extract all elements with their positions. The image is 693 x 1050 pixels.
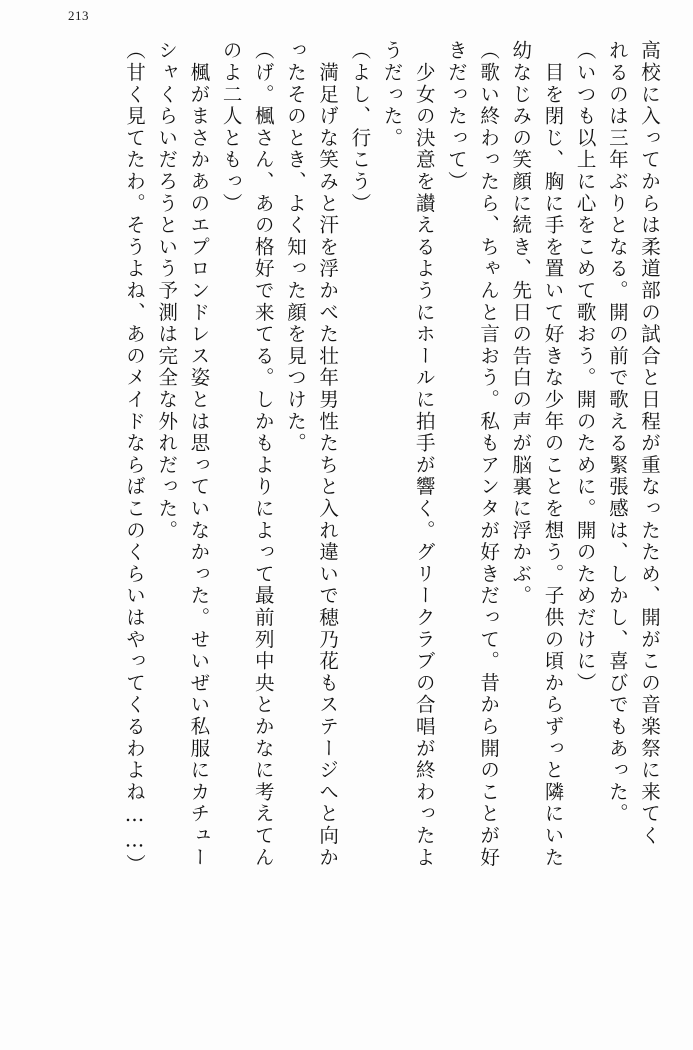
vertical-text-body — [34, 40, 659, 1022]
text-line: （いつも以上に心をこめて歌おう。開のために。開のためだけに） — [573, 40, 597, 694]
text-line: シャくらいだろうという予測は完全な外れだった。 — [155, 40, 179, 542]
text-line: うだった。 — [380, 40, 404, 149]
text-line: 高校に入ってからは柔道部の試合と日程が重なったため、開がこの音楽祭に来てく — [638, 40, 661, 847]
text-line: 楓がまさかあのエプロンドレス姿とは思っていなかった。せいぜい私服にカチュー — [187, 40, 211, 869]
text-line: （げ。楓さん、あの格好で来てる。しかもよりによって最前列中央とかなに考えてん — [251, 40, 275, 869]
text-line: ったそのとき、よく知った顔を見つけた。 — [283, 40, 307, 455]
text-line: （甘く見てたわ。そうよね、あのメイドならばこのくらいはやってくるわよね……） — [123, 40, 146, 876]
text-line: （よし、行こう） — [348, 40, 372, 215]
text-line: れるのは三年ぶりとなる。開の前で歌える緊張感は、しかし、喜びでもあった。 — [605, 40, 629, 825]
text-line: （歌い終わったら、ちゃんと言おう。私もアンタが好きだって。昔から開のことが好 — [477, 40, 501, 869]
text-line: 目を閉じ、胸に手を置いて好きな少年のことを想う。子供の頃からずっと隣にいた — [541, 40, 565, 869]
page-number: 213 — [68, 8, 89, 23]
text-line: 満足げな笑みと汗を浮かべた壮年男性たちと入れ違いで穂乃花もステージへと向か — [316, 40, 340, 869]
text-line: 少女の決意を讃えるようにホールに拍手が響く。グリークラブの合唱が終わったよ — [412, 40, 436, 869]
text-line: のよ二人ともっ） — [219, 40, 243, 215]
text-line: きだったって） — [444, 40, 468, 193]
text-line: 幼なじみの笑顔に続き、先日の告白の声が脳裏に浮かぶ。 — [509, 40, 533, 607]
